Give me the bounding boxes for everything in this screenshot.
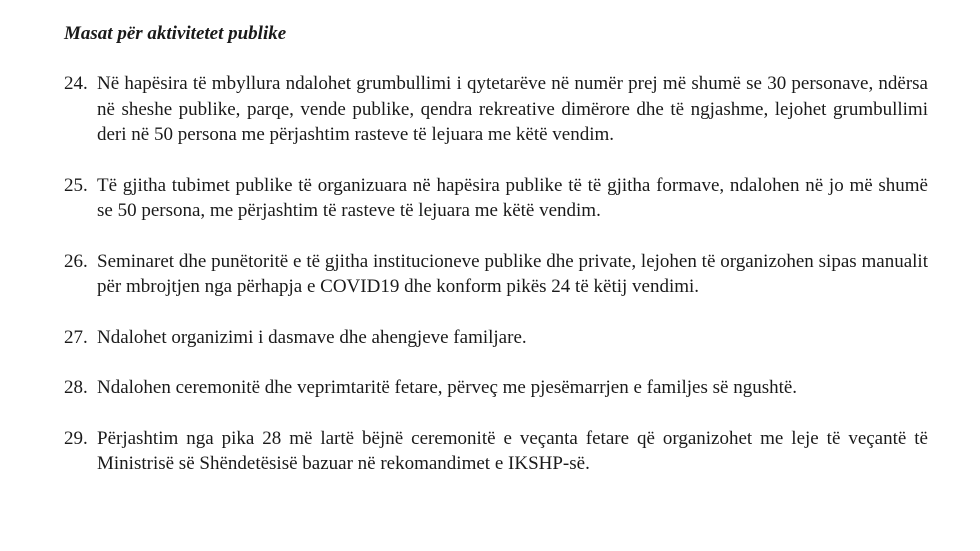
item-number: 24. (64, 73, 88, 94)
measures-list (64, 71, 928, 477)
item-number: 26. (64, 250, 88, 272)
item-text: Të gjitha tubimet publike të organizuara në hapësira publike të të gjitha formave, ndalohen në jo më shumë se 50 persona, me përjashtim të rasteve të lejuara me këtë vendim. (97, 174, 928, 221)
item-number: 27. (64, 326, 88, 348)
list-item-25 (64, 173, 928, 224)
item-text: Në hapësira të mbyllura ndalohet grumbullimi i qytetarëve në numër prej më shumë se 30 personave, ndërsa në sheshe publike, parqe, vende publike, qendra rekreative dimërore dhe të ngjashme, lejohet grumbullimi deri në 50 persona me përjashtim rasteve të lejuara me këtë vendim. (97, 73, 928, 145)
item-text: Seminaret dhe punëtoritë e të gjitha institucioneve publike dhe private, lejohen të organizohen sipas manualit për mbrojtjen nga përhapja e COVID19 dhe konform pikës 24 të këtij vendimi. (97, 250, 928, 297)
item-text: Ndalohen ceremonitë dhe veprimtaritë fetare, përveç me pjesëmarrjen e familjes së ngushtë. (97, 377, 798, 398)
list-item-24 (64, 71, 928, 148)
list-item-26 (64, 249, 928, 300)
item-text: Përjashtim nga pika 28 më lartë bëjnë ceremonitë e veçanta fetare që organizohet me leje të veçantë të Ministrisë së Shëndetësisë bazuar në rekomandimet e IKSHP-së. (97, 427, 928, 474)
list-item-27 (64, 325, 928, 351)
item-number: 29. (64, 427, 88, 449)
item-number: 28. (64, 377, 88, 398)
list-item-28 (64, 375, 928, 401)
item-text: Ndalohet organizimi i dasmave dhe ahengjeve familjare. (97, 326, 527, 348)
item-number: 25. (64, 174, 88, 196)
list-item-29 (64, 426, 928, 477)
section-heading: Masat për aktivitetet publike (64, 23, 287, 44)
